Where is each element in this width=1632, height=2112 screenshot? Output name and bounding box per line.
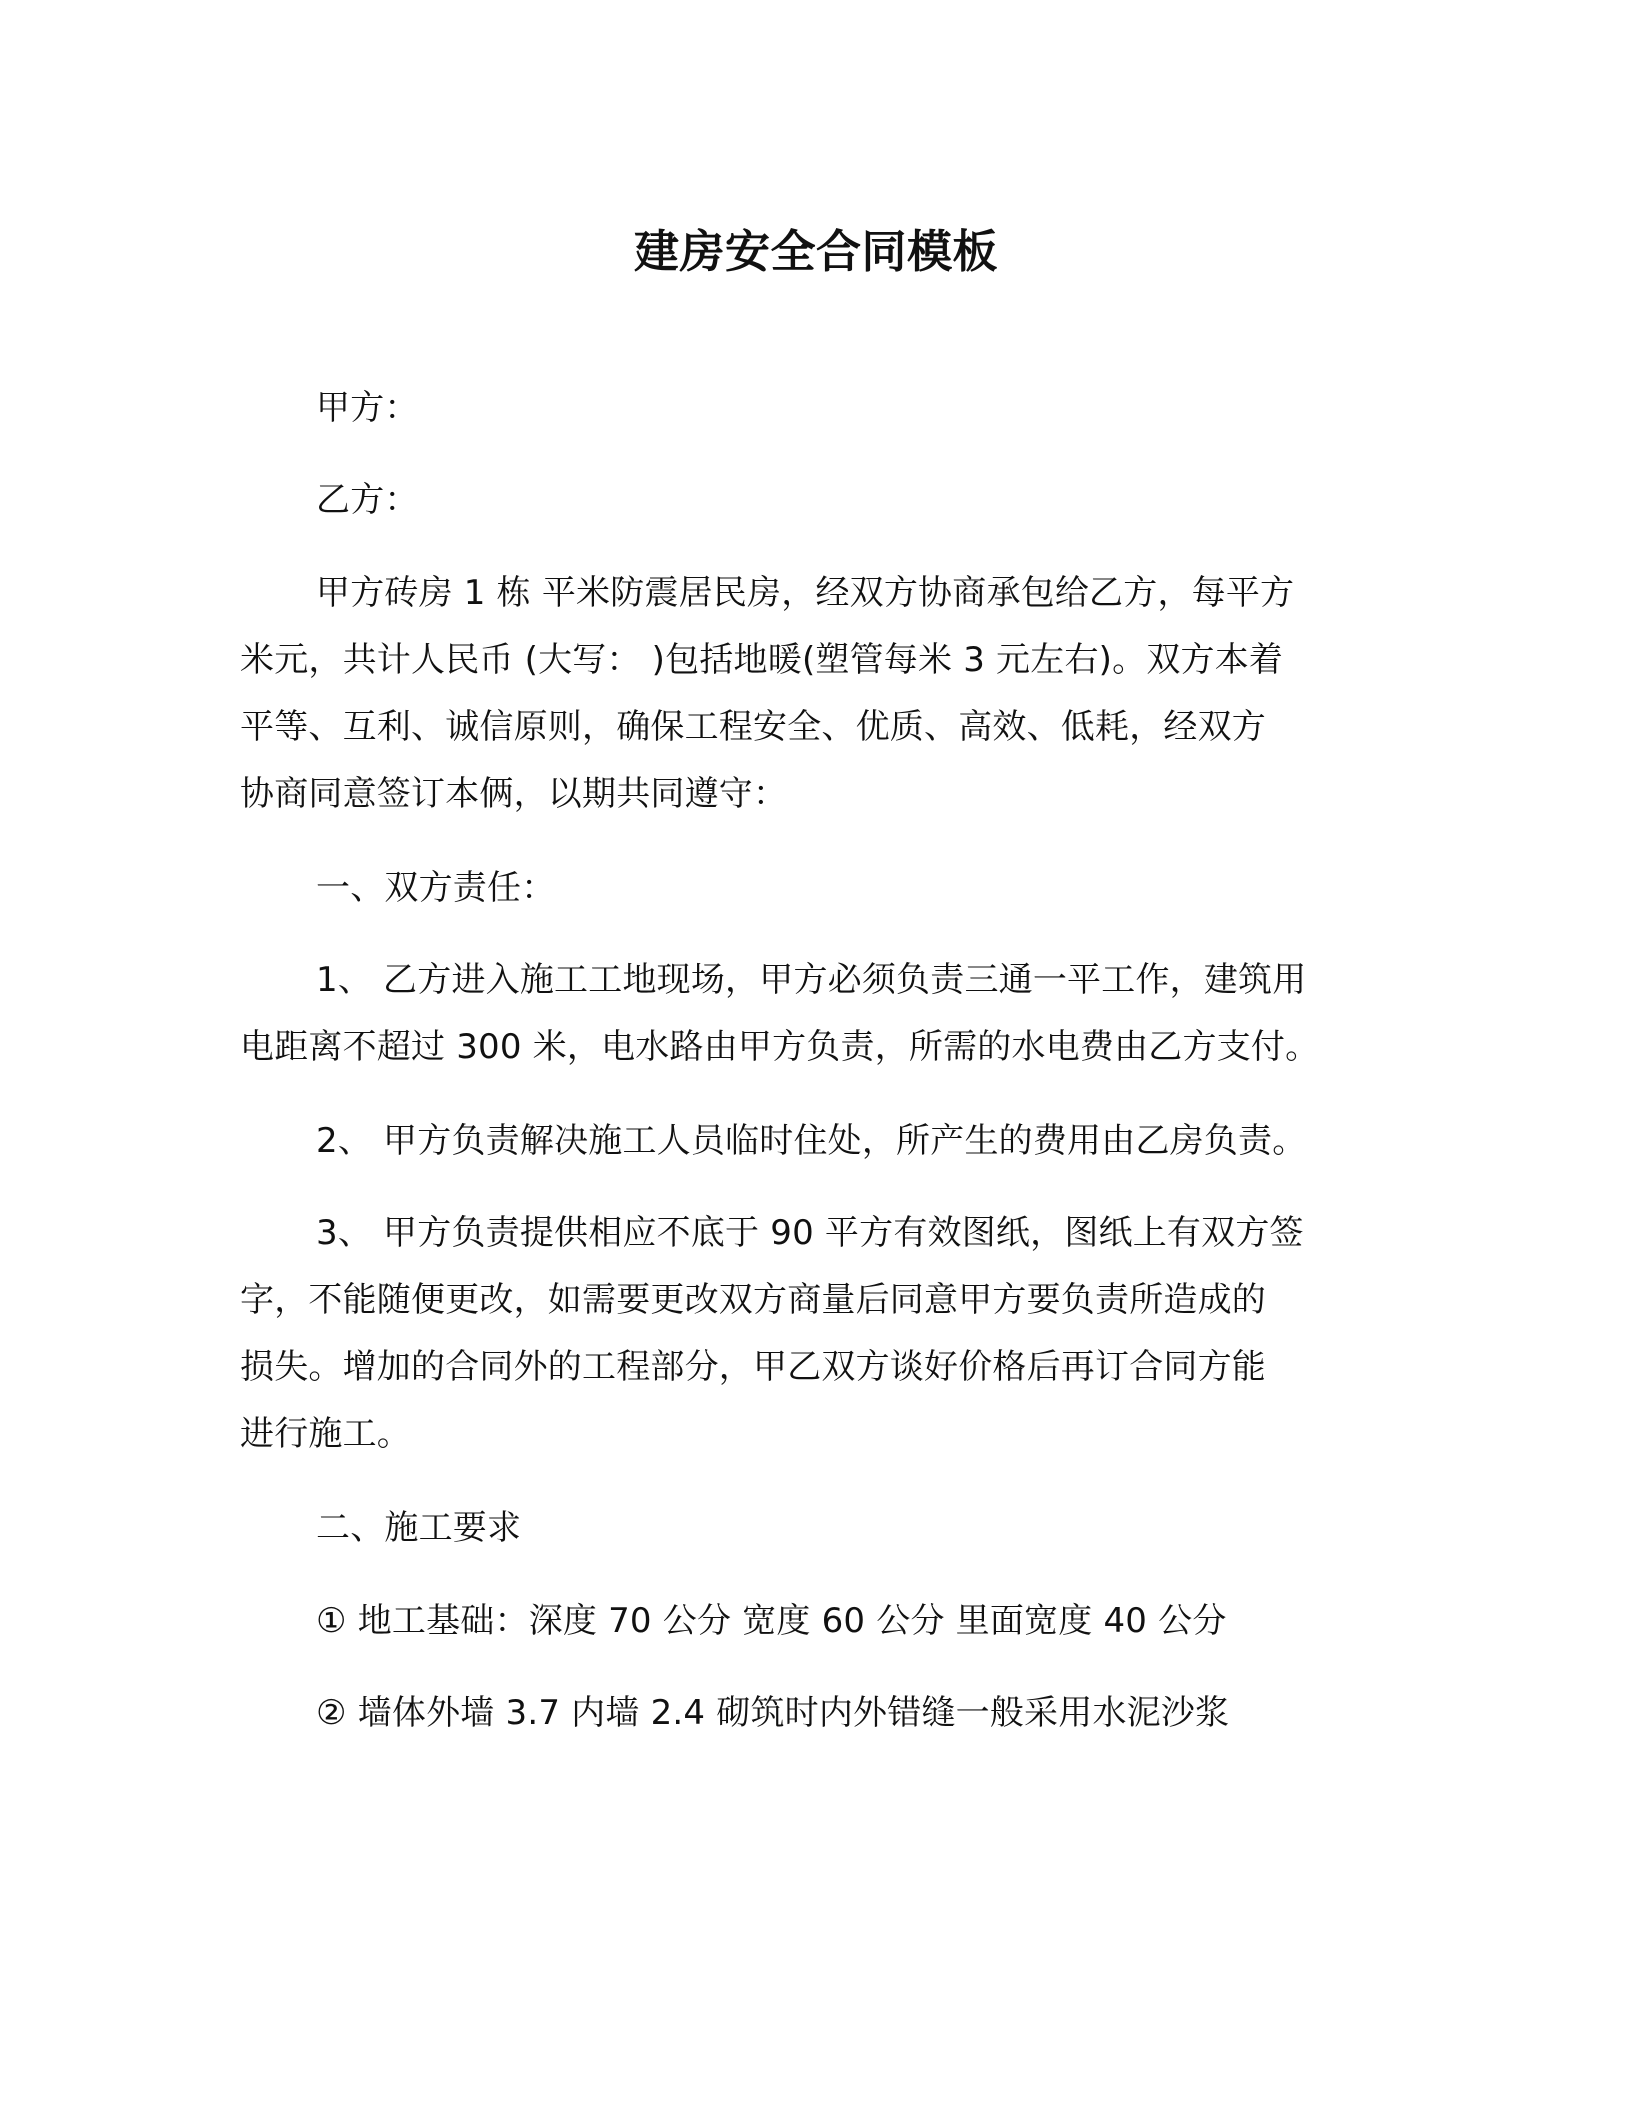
item-line: 进行施工。 <box>240 1414 411 1454</box>
item-line: 3、 甲方负责提供相应不底于 90 平方有效图纸，图纸上有双方签 <box>316 1213 1304 1253</box>
intro-line: 平等、互利、诚信原则，确保工程安全、优质、高效、低耗，经双方 <box>240 707 1266 747</box>
section1-item2-text <box>240 1108 1380 1175</box>
item-line: 电距离不超过 300 米，电水路由甲方负责，所需的水电费由乙方支付。 <box>240 1027 1320 1067</box>
section1-item1 <box>240 947 1380 1081</box>
intro-paragraph <box>240 560 1380 828</box>
intro-line: 甲方砖房 1 栋 平米防震居民房，经双方协商承包给乙方，每平方 <box>316 573 1295 613</box>
section1-heading <box>240 855 1380 922</box>
item-line: 字，不能随便更改，如需要更改双方商量后同意甲方要负责所造成的 <box>240 1280 1266 1320</box>
intro-line: 协商同意签订本俩，以期共同遵守： <box>240 774 788 814</box>
section2-item1 <box>240 1588 1380 1655</box>
document-title: 建房安全合同模板 <box>633 225 998 278</box>
party-a-label <box>240 375 1380 442</box>
section2-item2 <box>240 1680 1380 1747</box>
party-a-text: 甲方： <box>316 388 419 428</box>
section2-item2-text: ② 墙体外墙 3.7 内墙 2.4 砌筑时内外错缝一般采用水泥沙浆 <box>316 1693 1230 1733</box>
section1-item3 <box>240 1200 1380 1468</box>
section2-heading-text: 二、施工要求 <box>316 1508 522 1548</box>
item-line: 损失。增加的合同外的工程部分，甲乙双方谈好价格后再订合同方能 <box>240 1347 1266 1387</box>
section1-item2 <box>240 1108 1380 1175</box>
intro-text <box>240 560 1380 828</box>
item-line: 1、 乙方进入施工工地现场，甲方必须负责三通一平工作，建筑用 <box>316 960 1307 1000</box>
item-line: 2、 甲方负责解决施工人员临时住处，所产生的费用由乙房负责。 <box>316 1121 1307 1161</box>
section1-item1-text <box>240 947 1380 1081</box>
party-b-text: 乙方： <box>316 480 419 520</box>
party-b-label <box>240 467 1380 534</box>
section2-item1-text: ① 地工基础：深度 70 公分 宽度 60 公分 里面宽度 40 公分 <box>316 1601 1227 1641</box>
intro-line: 米元，共计人民币 (大写： )包括地暖(塑管每米 3 元左右)。双方本着 <box>240 640 1284 680</box>
section2-heading <box>240 1495 1380 1562</box>
section1-heading-text: 一、双方责任： <box>316 868 556 908</box>
section1-item3-text <box>240 1200 1380 1468</box>
